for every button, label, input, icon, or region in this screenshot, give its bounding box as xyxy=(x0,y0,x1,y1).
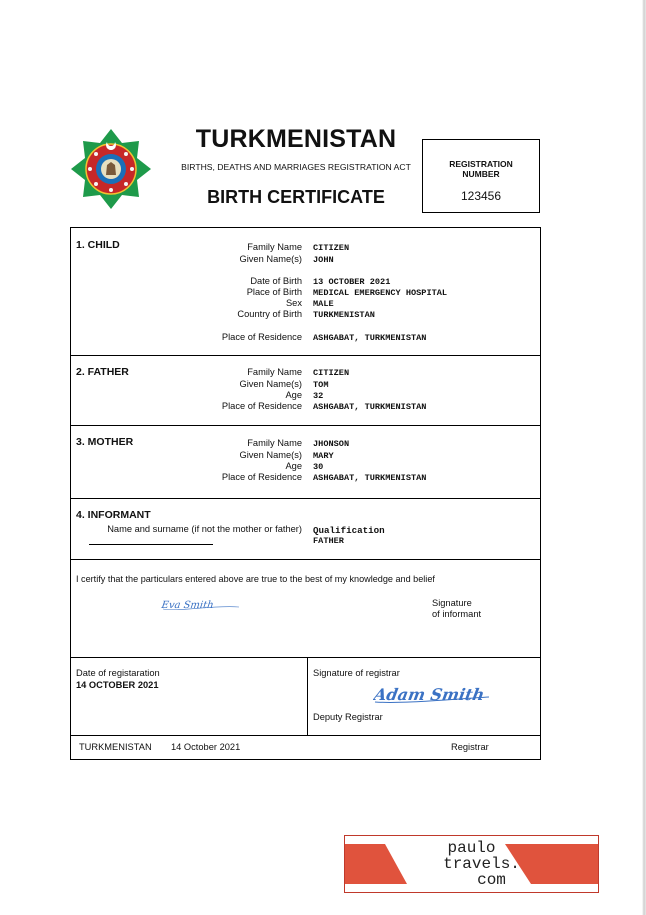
father-age-label: Age xyxy=(285,390,302,400)
child-pob-label: Place of Birth xyxy=(246,287,302,297)
informant-signature xyxy=(161,595,241,613)
document-title: BIRTH CERTIFICATE xyxy=(207,187,385,207)
registration-divider xyxy=(307,657,308,735)
mother-heading: 3. MOTHER xyxy=(76,436,134,448)
svg-text:Adam Smith: Adam Smith xyxy=(373,685,486,704)
child-residence-label: Place of Residence xyxy=(221,332,302,342)
father-heading: 2. FATHER xyxy=(76,366,129,378)
registration-date-label: Date of registaration xyxy=(76,668,160,678)
child-dob-label: Date of Birth xyxy=(250,276,302,286)
section-informant xyxy=(71,498,540,560)
father-residence-label: Place of Residence xyxy=(221,401,302,411)
watermark-text: paulo travels. com xyxy=(443,839,520,889)
mother-given-names: MARY xyxy=(313,451,334,461)
footer-date: 14 October 2021 xyxy=(171,742,241,752)
mother-family-name: JHONSON xyxy=(313,439,350,449)
section-registration xyxy=(71,657,540,736)
father-family-name: CITIZEN xyxy=(313,368,350,378)
father-residence: ASHGABAT, TURKMENISTAN xyxy=(313,402,427,412)
section-footer xyxy=(71,735,540,759)
page-edge-shadow xyxy=(642,0,646,915)
deputy-registrar-label: Deputy Registrar xyxy=(313,712,383,722)
svg-text:Eva Smith: Eva Smith xyxy=(161,600,215,611)
registrar-signature-label: Signature of registrar xyxy=(313,668,400,678)
child-sex: MALE xyxy=(313,299,334,309)
section-mother xyxy=(71,425,540,499)
child-family-name: CITIZEN xyxy=(313,243,350,253)
informant-qualification: FATHER xyxy=(313,536,344,546)
registration-number: 123456 xyxy=(460,189,502,203)
section-father xyxy=(71,355,540,426)
certification-text: I certify that the particulars entered above are true to the best of my knowledge and belief xyxy=(76,574,435,584)
father-given-names: TOM xyxy=(313,380,329,390)
country-title: TURKMENISTAN xyxy=(195,125,397,153)
registration-number-box xyxy=(422,139,540,213)
registration-act: BIRTHS, DEATHS AND MARRIAGES REGISTRATION ACT xyxy=(181,162,411,172)
mother-age: 30 xyxy=(313,462,324,472)
father-given-names-label: Given Name(s) xyxy=(239,379,302,389)
father-age: 32 xyxy=(313,391,324,401)
informant-name-label: Name and surname (if not the mother or father) xyxy=(107,524,302,534)
father-family-name-label: Family Name xyxy=(247,367,302,377)
child-family-name-label: Family Name xyxy=(247,242,302,252)
mother-family-name-label: Family Name xyxy=(247,438,302,448)
watermark-logo xyxy=(344,835,599,893)
signature-of-informant-label: of informant xyxy=(432,609,482,619)
section-certification xyxy=(71,559,540,658)
child-dob: 13 OCTOBER 2021 xyxy=(313,277,391,287)
footer-country: TURKMENISTAN xyxy=(79,742,152,752)
child-given-names: JOHN xyxy=(313,255,334,265)
child-residence: ASHGABAT, TURKMENISTAN xyxy=(313,333,427,343)
child-given-names-label: Given Name(s) xyxy=(239,254,302,264)
mother-given-names-label: Given Name(s) xyxy=(239,450,302,460)
registration-label: REGISTRATION NUMBER xyxy=(449,159,513,179)
child-sex-label: Sex xyxy=(285,298,302,308)
child-pob: MEDICAL EMERGENCY HOSPITAL xyxy=(313,288,448,298)
section-child xyxy=(71,228,540,356)
child-cob: TURKMENISTAN xyxy=(313,310,375,320)
informant-heading: 4. INFORMANT xyxy=(76,509,151,521)
footer-registrar: Registrar xyxy=(451,742,489,752)
mother-residence: ASHGABAT, TURKMENISTAN xyxy=(313,473,427,483)
mother-age-label: Age xyxy=(285,461,302,471)
informant-name-line xyxy=(89,544,213,545)
mother-residence-label: Place of Residence xyxy=(221,472,302,482)
registration-date: 14 OCTOBER 2021 xyxy=(76,680,159,690)
registrar-signature xyxy=(373,679,493,709)
certificate-form xyxy=(70,227,541,760)
signature-label: Signature xyxy=(432,598,472,608)
child-cob-label: Country of Birth xyxy=(237,309,302,319)
qualification-label: Qualification xyxy=(313,525,385,536)
national-emblem-icon xyxy=(71,129,151,209)
child-heading: 1. CHILD xyxy=(76,239,120,251)
